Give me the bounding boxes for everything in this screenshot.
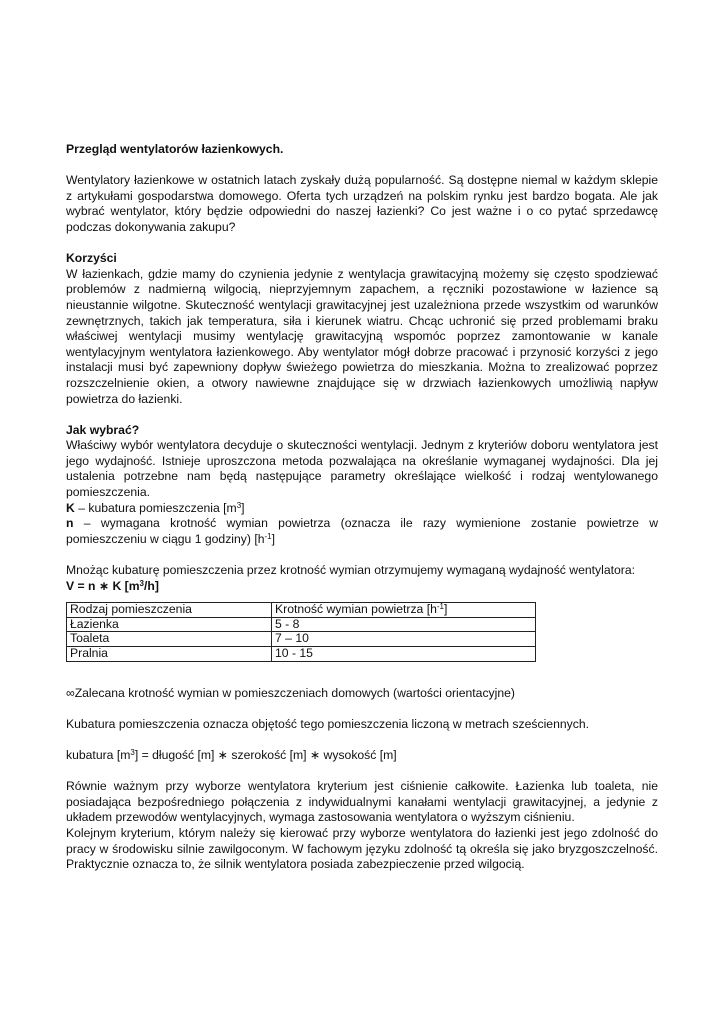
table-header-rate [272,603,536,618]
table-row [67,617,536,632]
table-note: ∞Zalecana krotność wymian w pomieszczeniach domowych (wartości orientacyjne) [66,685,515,700]
param-k-text: – kubatura pomieszczenia [m [74,500,237,515]
table-cell-room: Toaleta [67,632,272,647]
param-k-sup: 3 [236,500,242,510]
param-k-symbol: K [66,500,75,515]
param-n-end: ] [271,531,276,546]
benefits-paragraph: W łazienkach, gdzie mamy do czynienia jedynie z wentylacja grawitacyjną możemy się często spodziewać problemów z nadmierną wilgocią, nieprzyjemnym zapachem, a ręczniki pozostawione w łazience są nieustannie wilgotne. Skuteczność wentylacji grawitacyjnej jest uzależniona przede wszystkim od warunków zewnętrznych, takich jak temperatura, siła i kierunek wiatru. Chcąc uchronić się przed problemami braku właściwej wentylacji musimy wentylację grawitacyjną wspomóc poprzez zamontowanie w kanale wentylacyjnym wentylatora łazienkowego. Aby wentylator mógł dobrze pracować i przynosić korzyści z jego instalacji musi być zapewniony dopływ świeżego powietrza do mieszkania. Można to zrealizować poprzez rozszczelnienie okien, a otwory nawiewne znajdujące się w drzwiach łazienkowych umożliwią napływ powietrza do łazienki. [66,266,658,406]
table-cell-room: Łazienka [67,617,272,632]
benefits-heading: Korzyści [66,251,117,266]
volume-formula-end: ] = długość [m] ∗ szerokość [m] ∗ wysokość [m] [134,747,397,762]
intro-paragraph: Wentylatory łazienkowe w ostatnich latach zyskały dużą popularność. Są dostępne niemal w każdym sklepie z artykułami gospodarstwa domowego. Oferta tych urządzeń na polskim rynku jest bardzo bogata. Ale jak wybrać wentylator, który będzie odpowiedni do naszej łazienki? Co jest ważne i o co pytać sprzedawcę podczas dokonywania zakupu? [66,173,658,234]
param-k-line [66,501,658,517]
pressure-paragraph: Równie ważnym przy wyborze wentylatora kryterium jest ciśnienie całkowite. Łazienka lub toaleta, nie posiadająca bezpośredniego połączenia z indywidualnymi kanałami wentylacji grawitacyjnej, a jedynie z układem przewodów wentylacyjnych, wymaga zastosowania wentylatora o wyższym ciśnieniu. [66,779,658,825]
choose-paragraph: Właściwy wybór wentylatora decyduje o skuteczności wentylacji. Jednym z kryteriów doboru wentylatora jest jego wydajność. Istnieje uproszczona metoda pozwalająca na określanie wymaganej wydajności. Dla jej ustalenia potrzebne nam będą następujące parametry określające wielkość i rodzaj wentylowanego pomieszczenia. [66,438,658,500]
param-n-symbol: n [66,516,74,531]
moisture-paragraph: Kolejnym kryterium, którym należy się kierować przy wyborze wentylatora do łazienki jest jego zdolność do pracy w środowisku silnie zawilgoconym. W fachowym języku zdolność tą określa się jako bryzgoszczelność. Praktycznie oznacza to, że silnik wentylatora posiada zabezpieczenie przed wilgocią. [66,825,658,872]
table-header-rate-sup: -1 [436,602,445,612]
table-row [67,647,536,662]
formula-main-text: V = n ∗ K [m [66,578,140,593]
table-header-room: Rodzaj pomieszczenia [67,603,272,618]
formula-main-sup: 3 [139,578,144,588]
param-n-text: – wymagana krotność wymian powietrza (oznacza ile razy wymienione zostanie powietrze w pomieszczeniu w ciągu 1 godziny) [h [66,516,658,546]
volume-formula [66,748,658,764]
param-n-sup: -1 [264,531,272,541]
table-cell-room: Pralnia [67,647,272,662]
table-header-rate-end: ] [444,602,448,617]
formula-main-end: /h] [143,578,159,593]
formula-main [66,579,658,595]
volume-formula-sup: 3 [130,747,135,757]
table-cell-rate: 7 – 10 [272,632,536,647]
table-header-row [67,603,536,618]
table-row [67,632,536,647]
table-cell-rate: 5 - 8 [272,617,536,632]
param-n-line [66,516,658,547]
volume-formula-start: kubatura [m [66,747,131,762]
table-cell-rate: 10 - 15 [272,647,536,662]
volume-definition: Kubatura pomieszczenia oznacza objętość tego pomieszczenia liczoną w metrach sześciennych. [66,716,589,731]
table-header-rate-text: Krotność wymian powietrza [h [275,602,437,617]
document-page [66,142,658,873]
formula-intro: Mnożąc kubaturę pomieszczenia przez krotność wymian otrzymujemy wymaganą wydajność wentylatora: [66,563,635,578]
air-exchange-table [66,602,536,661]
choose-heading: Jak wybrać? [66,422,140,437]
document-title: Przegląd wentylatorów łazienkowych. [66,142,284,156]
param-k-end: ] [241,500,245,515]
